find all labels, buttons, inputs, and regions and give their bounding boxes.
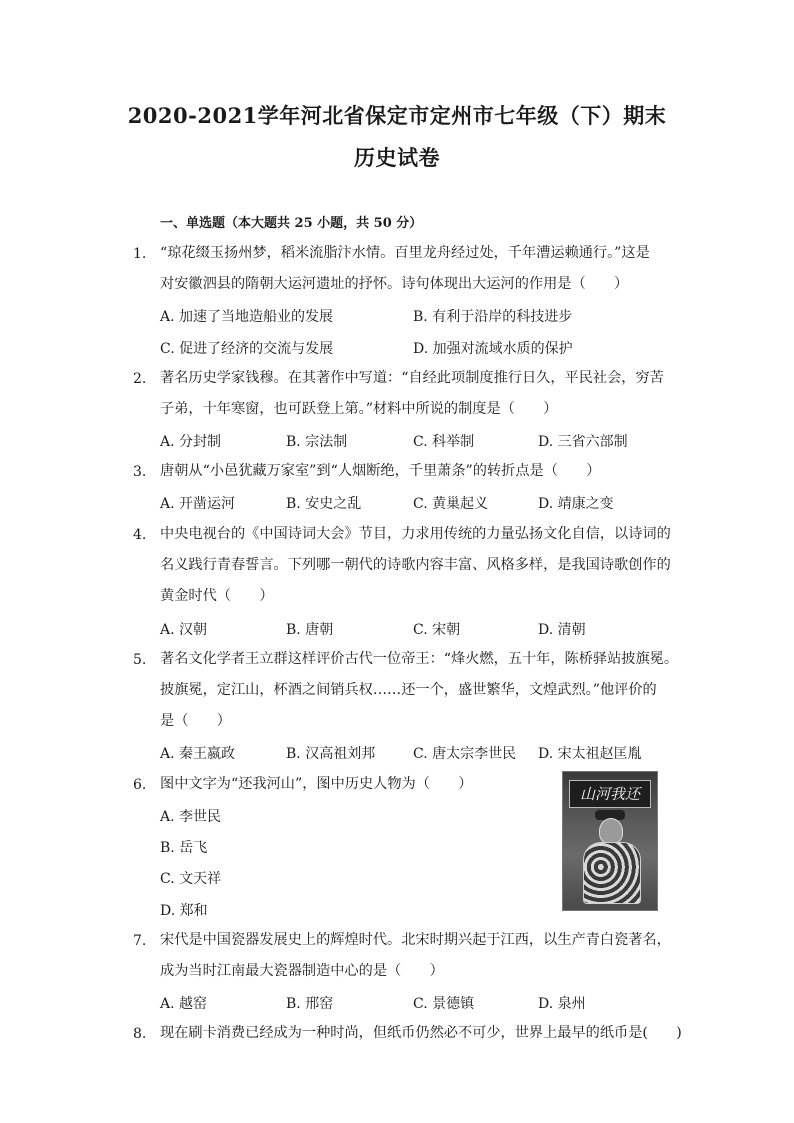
option-a: A. 汉朝 <box>160 622 208 638</box>
question-number: 8. <box>133 1026 147 1042</box>
question-text: 中央电视台的《中国诗词大会》节目，力求用传统的力量弘扬文化自信，以诗词的 <box>160 526 671 542</box>
option-c: C. 促进了经济的交流与发展 <box>160 341 334 357</box>
question-text: 图中文字为“还我河山”，图中历史人物为（ ） <box>160 776 473 792</box>
question-text: 对安徽泗县的隋朝大运河遗址的抒怀。诗句体现出大运河的作用是（ ） <box>160 276 629 292</box>
option-c: C. 景德镇 <box>413 996 475 1012</box>
question-text: 是（ ） <box>160 713 231 729</box>
question-number: 5. <box>133 652 147 668</box>
option-c: C. 唐太宗李世民 <box>413 746 517 762</box>
option-d: D. 郑和 <box>160 903 208 919</box>
option-c: C. 文天祥 <box>160 871 222 887</box>
option-d: D. 三省六部制 <box>538 434 628 450</box>
historical-figure-image <box>562 771 658 911</box>
question-text: 唐朝从“小邑犹藏万家室”到“人烟断绝，千里萧条”的转折点是（ ） <box>160 463 601 479</box>
question-number: 4. <box>133 527 147 543</box>
option-b: B. 唐朝 <box>286 622 334 638</box>
question-text: 名义践行青春誓言。下列哪一朝代的诗歌内容丰富、风格多样，是我国诗歌创作的 <box>160 557 671 573</box>
page-subtitle: 历史试卷 <box>354 145 440 170</box>
option-a: A. 分封制 <box>160 434 222 450</box>
question-text: 现在刷卡消费已经成为一种时尚，但纸币仍然必不可少，世界上最早的纸币是( ) <box>160 1025 682 1041</box>
option-a: A. 李世民 <box>160 809 222 825</box>
image-calligraphy-banner: 山河我还 <box>569 780 651 808</box>
option-b: B. 宗法制 <box>286 434 348 450</box>
question-number: 6. <box>133 777 147 793</box>
option-b: B. 有利于沿岸的科技进步 <box>413 309 573 325</box>
question-text: 黄金时代（ ） <box>160 588 274 604</box>
question-number: 2. <box>133 371 147 387</box>
question-number: 1. <box>133 246 147 262</box>
question-text: “琼花缀玉扬州梦，稻米流脂汴水情。百里龙舟经过处，千年漕运赖通行。”这是 <box>160 245 650 261</box>
figure-head <box>599 818 623 844</box>
question-number: 3. <box>133 464 147 480</box>
option-a: A. 开凿运河 <box>160 496 236 512</box>
option-c: C. 宋朝 <box>413 622 461 638</box>
option-d: D. 靖康之变 <box>538 496 614 512</box>
question-text: 成为当时江南最大瓷器制造中心的是（ ） <box>160 963 444 979</box>
figure-armor <box>583 842 641 904</box>
option-b: B. 邢窑 <box>286 996 334 1012</box>
option-a: A. 加速了当地造船业的发展 <box>160 309 334 325</box>
page-title: 2020-2021学年河北省保定市定州市七年级（下）期末 <box>127 103 667 128</box>
option-d: D. 泉州 <box>538 996 586 1012</box>
option-d: D. 加强对流域水质的保护 <box>413 341 573 357</box>
question-text: 宋代是中国瓷器发展史上的辉煌时代。北宋时期兴起于江西，以生产青白瓷著名， <box>160 932 671 948</box>
option-b: B. 汉高祖刘邦 <box>286 746 376 762</box>
option-b: B. 岳飞 <box>160 840 208 856</box>
question-number: 7. <box>133 933 147 949</box>
question-text: 著名历史学家钱穆。在其著作中写道：“自经此项制度推行日久，平民社会，穷苦 <box>160 370 664 386</box>
option-c: C. 科举制 <box>413 434 475 450</box>
question-text: 子弟，十年寒窗，也可跃登上第。”材料中所说的制度是（ ） <box>160 401 558 417</box>
option-a: A. 越窑 <box>160 996 208 1012</box>
option-c: C. 黄巢起义 <box>413 496 489 512</box>
option-d: D. 宋太祖赵匡胤 <box>538 746 642 762</box>
option-a: A. 秦王嬴政 <box>160 746 236 762</box>
question-text: 著名文化学者王立群这样评价古代一位帝王：“烽火燃，五十年，陈桥驿站披旗冕。 <box>160 651 679 667</box>
option-b: B. 安史之乱 <box>286 496 362 512</box>
section-heading: 一、单选题（本大题共 25 小题，共 50 分） <box>160 216 423 231</box>
question-text: 披旗冕，定江山，杯酒之间销兵权……还一个，盛世繁华，文煌武烈。”他评价的 <box>160 682 657 698</box>
option-d: D. 清朝 <box>538 622 586 638</box>
